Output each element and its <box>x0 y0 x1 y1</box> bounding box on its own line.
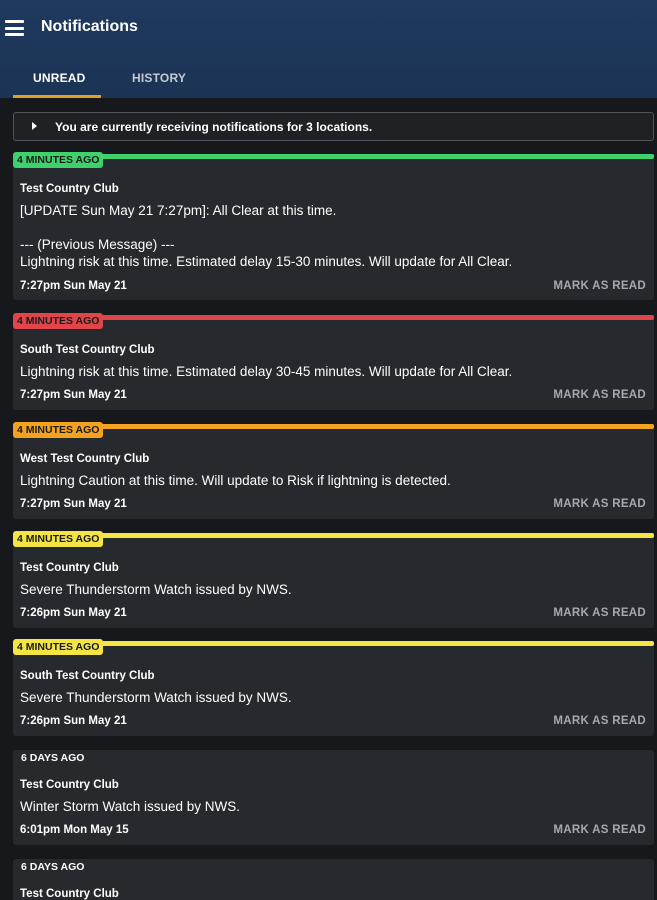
notification-card <box>13 750 654 845</box>
notification-message: Severe Thunderstorm Watch issued by NWS. <box>20 690 292 705</box>
notification-time: 7:27pm Sun May 21 <box>20 389 127 401</box>
notification-time: 7:26pm Sun May 21 <box>20 607 127 619</box>
age-badge: 4 MINUTES AGO <box>13 422 103 438</box>
mark-as-read-button[interactable]: MARK AS READ <box>553 715 646 727</box>
tab-unread[interactable]: UNREAD <box>33 71 86 85</box>
notification-card <box>13 315 654 410</box>
tab-history[interactable]: HISTORY <box>132 71 187 85</box>
mark-as-read-button[interactable]: MARK AS READ <box>553 607 646 619</box>
age-badge: 4 MINUTES AGO <box>13 152 103 168</box>
notification-time: 6:01pm Mon May 15 <box>20 824 129 836</box>
age-badge: 4 MINUTES AGO <box>13 639 103 655</box>
age-label: 6 DAYS AGO <box>21 752 85 764</box>
notification-time: 7:27pm Sun May 21 <box>20 498 127 510</box>
app-bar <box>0 0 657 98</box>
mark-as-read-button[interactable]: MARK AS READ <box>553 824 646 836</box>
severity-stripe <box>13 533 654 538</box>
hamburger-menu-icon[interactable] <box>5 20 24 36</box>
locations-banner-text: You are currently receiving notifications for 3 locations. <box>55 120 373 134</box>
mark-as-read-button[interactable]: MARK AS READ <box>553 498 646 510</box>
notification-card <box>13 154 654 300</box>
club-name: South Test Country Club <box>20 344 155 356</box>
notification-message: Lightning Caution at this time. Will update to Risk if lightning is detected. <box>20 473 451 488</box>
caret-right-icon <box>32 122 37 130</box>
mark-as-read-button[interactable]: MARK AS READ <box>553 389 646 401</box>
locations-banner[interactable] <box>13 112 654 141</box>
severity-stripe <box>13 641 654 646</box>
club-name: Test Country Club <box>20 562 119 574</box>
notification-message: [UPDATE Sun May 21 7:27pm]: All Clear at this time. --- (Previous Message) --- Lightning risk at this time. Estimated delay 15-30 minutes. Will update for All Clear. <box>20 203 513 269</box>
age-badge: 4 MINUTES AGO <box>13 313 103 329</box>
notification-card <box>13 424 654 519</box>
severity-stripe <box>13 315 654 320</box>
severity-stripe <box>13 424 654 429</box>
notification-card <box>13 859 654 900</box>
mark-as-read-button[interactable]: MARK AS READ <box>553 280 646 292</box>
age-badge: 4 MINUTES AGO <box>13 531 103 547</box>
club-name: Test Country Club <box>20 888 119 900</box>
notification-time: 7:27pm Sun May 21 <box>20 280 127 292</box>
age-label: 6 DAYS AGO <box>21 861 85 873</box>
club-name: South Test Country Club <box>20 670 155 682</box>
notification-message: Lightning risk at this time. Estimated delay 30-45 minutes. Will update for All Clear. <box>20 364 513 379</box>
club-name: West Test Country Club <box>20 453 150 465</box>
notification-card <box>13 533 654 628</box>
club-name: Test Country Club <box>20 183 119 195</box>
notification-time: 7:26pm Sun May 21 <box>20 715 127 727</box>
severity-stripe <box>13 154 654 159</box>
notification-message: Severe Thunderstorm Watch issued by NWS. <box>20 582 292 597</box>
notification-list[interactable] <box>0 98 657 900</box>
club-name: Test Country Club <box>20 779 119 791</box>
notification-message: Winter Storm Watch issued by NWS. <box>20 799 241 814</box>
notification-card <box>13 641 654 736</box>
page-title: Notifications <box>41 18 138 35</box>
